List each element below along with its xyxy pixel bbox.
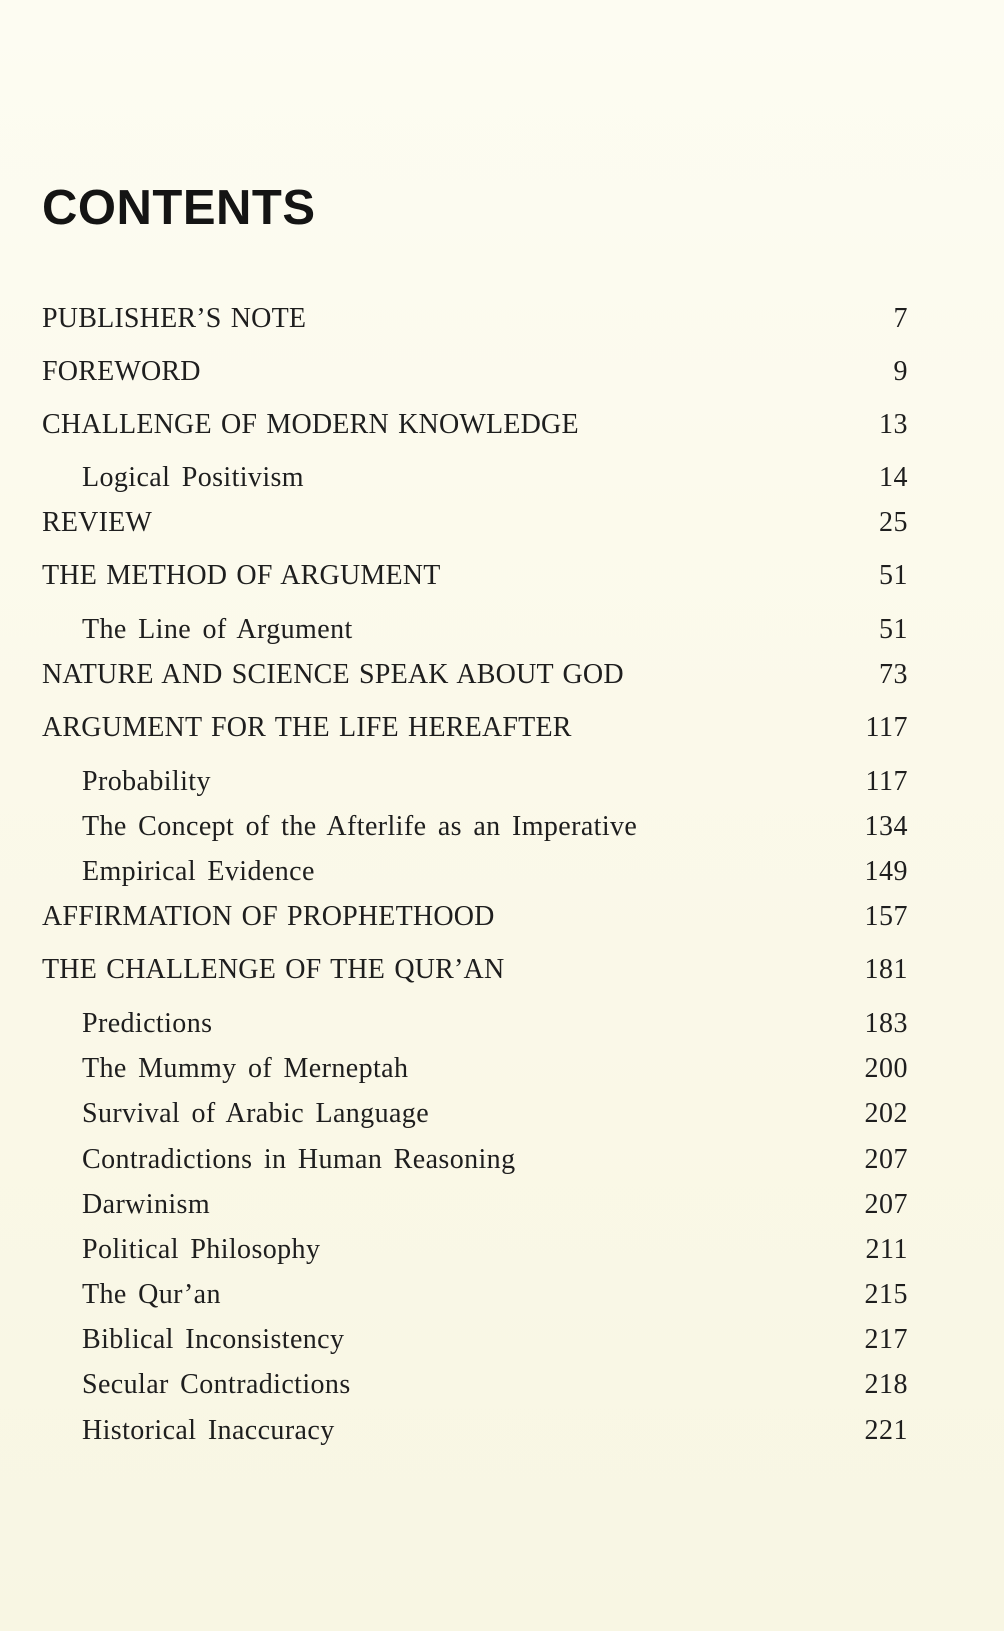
toc-entry [0, 355, 1004, 389]
toc-entry-page: 51 [879, 560, 908, 591]
toc-entry-page: 25 [879, 507, 908, 538]
toc-subentry [0, 1414, 1004, 1448]
toc-subentry [0, 1233, 1004, 1267]
toc-entry-page: 202 [864, 1098, 908, 1129]
toc-entry-label: Survival of Arabic Language [82, 1098, 430, 1129]
toc-entry-page: 215 [864, 1279, 908, 1310]
toc-subentry [0, 1007, 1004, 1041]
toc-entry [0, 559, 1004, 593]
toc-entry-page: 134 [864, 811, 908, 842]
toc-subentry [0, 613, 1004, 647]
toc-entry-page: 117 [865, 766, 908, 797]
toc-entry-label: AFFIRMATION OF PROPHETHOOD [42, 901, 495, 932]
toc-subentry [0, 810, 1004, 844]
toc-entry-label: CHALLENGE OF MODERN KNOWLEDGE [42, 409, 579, 440]
toc-entry-page: 218 [864, 1369, 908, 1400]
toc-entry-label: NATURE AND SCIENCE SPEAK ABOUT GOD [42, 659, 624, 690]
toc-subentry [0, 765, 1004, 799]
toc-subentry [0, 1323, 1004, 1357]
toc-entry-page: 221 [864, 1415, 908, 1446]
toc-entry-page: 207 [864, 1189, 908, 1220]
page-title: CONTENTS [42, 181, 316, 235]
toc-entry-label: THE METHOD OF ARGUMENT [42, 560, 441, 591]
toc-entry-label: Logical Positivism [82, 462, 304, 493]
toc-subentry [0, 1052, 1004, 1086]
toc-entry-page: 7 [893, 303, 908, 334]
toc-entry [0, 658, 1004, 692]
toc-subentry [0, 461, 1004, 495]
toc-entry-label: Predictions [82, 1008, 213, 1039]
toc-entry-page: 13 [879, 409, 908, 440]
toc-entry-label: PUBLISHER’S NOTE [42, 303, 307, 334]
toc-entry-label: FOREWORD [42, 356, 201, 387]
toc-entry-label: Darwinism [82, 1189, 211, 1220]
toc-entry-page: 117 [865, 712, 908, 743]
toc-entry-page: 200 [864, 1053, 908, 1084]
toc-entry-label: Secular Contradictions [82, 1369, 351, 1400]
toc-entry [0, 408, 1004, 442]
toc-entry-page: 73 [879, 659, 908, 690]
toc-entry-label: Contradictions in Human Reasoning [82, 1144, 516, 1175]
toc-entry-label: THE CHALLENGE OF THE QUR’AN [42, 954, 505, 985]
toc-entry-page: 211 [865, 1234, 908, 1265]
toc-entry-label: Probability [82, 766, 211, 797]
toc-subentry [0, 1188, 1004, 1222]
toc-entry-page: 9 [893, 356, 908, 387]
toc-entry-page: 183 [864, 1008, 908, 1039]
toc-entry-label: Political Philosophy [82, 1234, 321, 1265]
toc-entry-page: 157 [864, 901, 908, 932]
toc-entry-page: 181 [864, 954, 908, 985]
toc-entry-label: The Concept of the Afterlife as an Imperative [82, 811, 638, 842]
toc-entry-page: 217 [864, 1324, 908, 1355]
toc-entry-label: The Line of Argument [82, 614, 353, 645]
toc-entry-page: 149 [864, 856, 908, 887]
toc-entry [0, 506, 1004, 540]
toc-entry-page: 14 [879, 462, 908, 493]
toc-subentry [0, 1097, 1004, 1131]
toc-subentry [0, 1368, 1004, 1402]
toc-entry-label: Empirical Evidence [82, 856, 315, 887]
toc-entry-label: REVIEW [42, 507, 153, 538]
toc-entry-label: ARGUMENT FOR THE LIFE HEREAFTER [42, 712, 572, 743]
toc-subentry [0, 855, 1004, 889]
toc-entry-label: The Qur’an [82, 1279, 221, 1310]
toc-entry [0, 302, 1004, 336]
toc-entry [0, 900, 1004, 934]
toc-entry-page: 51 [879, 614, 908, 645]
toc-entry-label: Historical Inaccuracy [82, 1415, 335, 1446]
toc-entry [0, 711, 1004, 745]
toc-entry-label: Biblical Inconsistency [82, 1324, 345, 1355]
toc-subentry [0, 1143, 1004, 1177]
toc-entry [0, 953, 1004, 987]
toc-entry-page: 207 [864, 1144, 908, 1175]
toc-subentry [0, 1278, 1004, 1312]
toc-entry-label: The Mummy of Merneptah [82, 1053, 409, 1084]
